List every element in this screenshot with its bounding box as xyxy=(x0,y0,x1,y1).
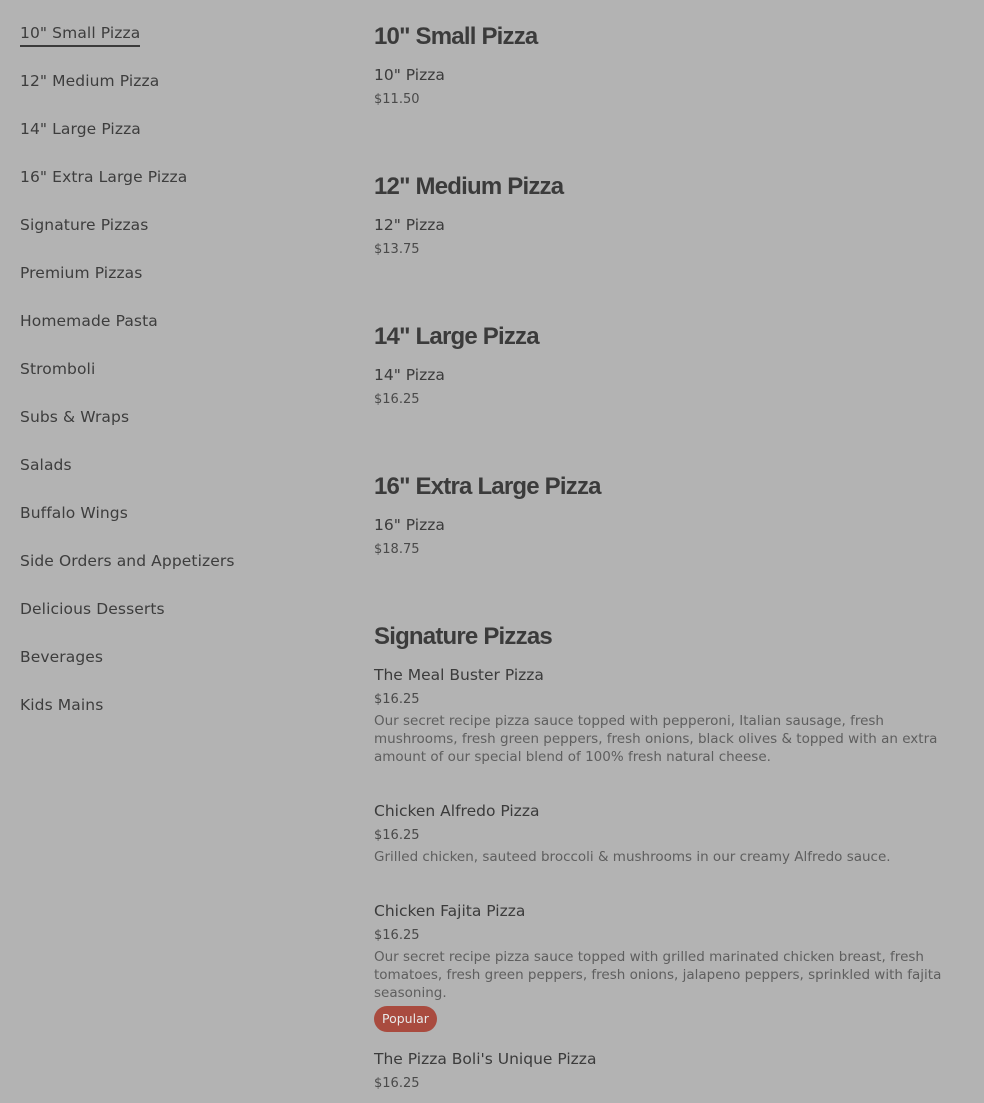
item-price: $16.25 xyxy=(374,1076,420,1091)
nav-item-homemade-pasta[interactable] xyxy=(20,310,340,358)
nav-item-14-large-pizza[interactable] xyxy=(20,118,340,166)
nav-item-desserts[interactable] xyxy=(20,598,340,646)
item-name: 10" Pizza xyxy=(374,66,445,84)
nav-item-label: Premium Pizzas xyxy=(20,264,143,282)
item-price: $16.25 xyxy=(374,828,420,843)
nav-item-label: Beverages xyxy=(20,648,104,666)
nav-item-beverages[interactable] xyxy=(20,646,340,694)
section-title: 10" Small Pizza xyxy=(374,23,538,50)
item-price: $16.25 xyxy=(374,692,420,707)
nav-item-label: Subs & Wraps xyxy=(20,408,130,426)
item-name: The Meal Buster Pizza xyxy=(374,666,544,684)
item-price: $16.25 xyxy=(374,928,420,943)
section-title: Signature Pizzas xyxy=(374,623,552,650)
nav-item-10-small-pizza[interactable] xyxy=(20,22,340,70)
menu-content xyxy=(374,20,964,1093)
item-name: 12" Pizza xyxy=(374,216,445,234)
nav-item-signature-pizzas[interactable] xyxy=(20,214,340,262)
menu-item[interactable] xyxy=(374,664,964,800)
nav-item-label: 10" Small Pizza xyxy=(20,22,140,47)
item-name: Chicken Alfredo Pizza xyxy=(374,802,540,820)
item-name: The Pizza Boli's Unique Pizza xyxy=(374,1050,597,1068)
popular-badge: Popular xyxy=(374,1006,437,1032)
item-price: $18.75 xyxy=(374,542,420,557)
nav-item-label: Homemade Pasta xyxy=(20,312,158,330)
menu-item[interactable] xyxy=(374,364,964,409)
item-description: Our secret recipe pizza sauce topped with pepperoni, Italian sausage, fresh mushrooms, fresh green peppers, fresh onions, black olives & topped with an extra amount of our special blend of 100% fresh natural cheese. xyxy=(374,713,938,765)
menu-item[interactable] xyxy=(374,900,964,1048)
nav-item-label: Kids Mains xyxy=(20,696,104,714)
nav-item-label: 14" Large Pizza xyxy=(20,120,141,138)
nav-item-label: Salads xyxy=(20,456,72,474)
nav-item-label: Buffalo Wings xyxy=(20,504,128,522)
nav-item-stromboli[interactable] xyxy=(20,358,340,406)
nav-item-16-extra-large-pizza[interactable] xyxy=(20,166,340,214)
nav-item-premium-pizzas[interactable] xyxy=(20,262,340,310)
nav-item-buffalo-wings[interactable] xyxy=(20,502,340,550)
nav-item-label: 12" Medium Pizza xyxy=(20,72,160,90)
nav-item-side-orders[interactable] xyxy=(20,550,340,598)
nav-item-label: Side Orders and Appetizers xyxy=(20,552,235,570)
nav-item-label: Delicious Desserts xyxy=(20,600,165,618)
nav-item-label: Stromboli xyxy=(20,360,96,378)
item-price: $13.75 xyxy=(374,242,420,257)
menu-section-14-large-pizza xyxy=(374,320,964,470)
item-price: $16.25 xyxy=(374,392,420,407)
section-title: 12" Medium Pizza xyxy=(374,173,564,200)
category-nav xyxy=(20,22,340,742)
section-title: 16" Extra Large Pizza xyxy=(374,473,601,500)
menu-item[interactable] xyxy=(374,64,964,109)
nav-item-12-medium-pizza[interactable] xyxy=(20,70,340,118)
nav-item-label: Signature Pizzas xyxy=(20,216,149,234)
item-description: Our secret recipe pizza sauce topped with grilled marinated chicken breast, fresh tomatoes, fresh green peppers, fresh onions, jalapeno peppers, sprinkled with fajita seasoning. xyxy=(374,949,942,1001)
menu-item[interactable] xyxy=(374,214,964,259)
menu-item[interactable] xyxy=(374,1048,964,1093)
section-title: 14" Large Pizza xyxy=(374,323,539,350)
menu-section-10-small-pizza xyxy=(374,20,964,170)
nav-item-subs-wraps[interactable] xyxy=(20,406,340,454)
menu-item[interactable] xyxy=(374,800,964,900)
nav-item-salads[interactable] xyxy=(20,454,340,502)
menu-item[interactable] xyxy=(374,514,964,559)
item-name: 16" Pizza xyxy=(374,516,445,534)
item-description: Grilled chicken, sauteed broccoli & mushrooms in our creamy Alfredo sauce. xyxy=(374,849,891,865)
item-name: 14" Pizza xyxy=(374,366,445,384)
item-name: Chicken Fajita Pizza xyxy=(374,902,526,920)
menu-section-signature-pizzas xyxy=(374,620,964,1093)
menu-section-16-extra-large-pizza xyxy=(374,470,964,620)
nav-item-kids-mains[interactable] xyxy=(20,694,340,742)
nav-item-label: 16" Extra Large Pizza xyxy=(20,168,188,186)
item-price: $11.50 xyxy=(374,92,420,107)
menu-section-12-medium-pizza xyxy=(374,170,964,320)
